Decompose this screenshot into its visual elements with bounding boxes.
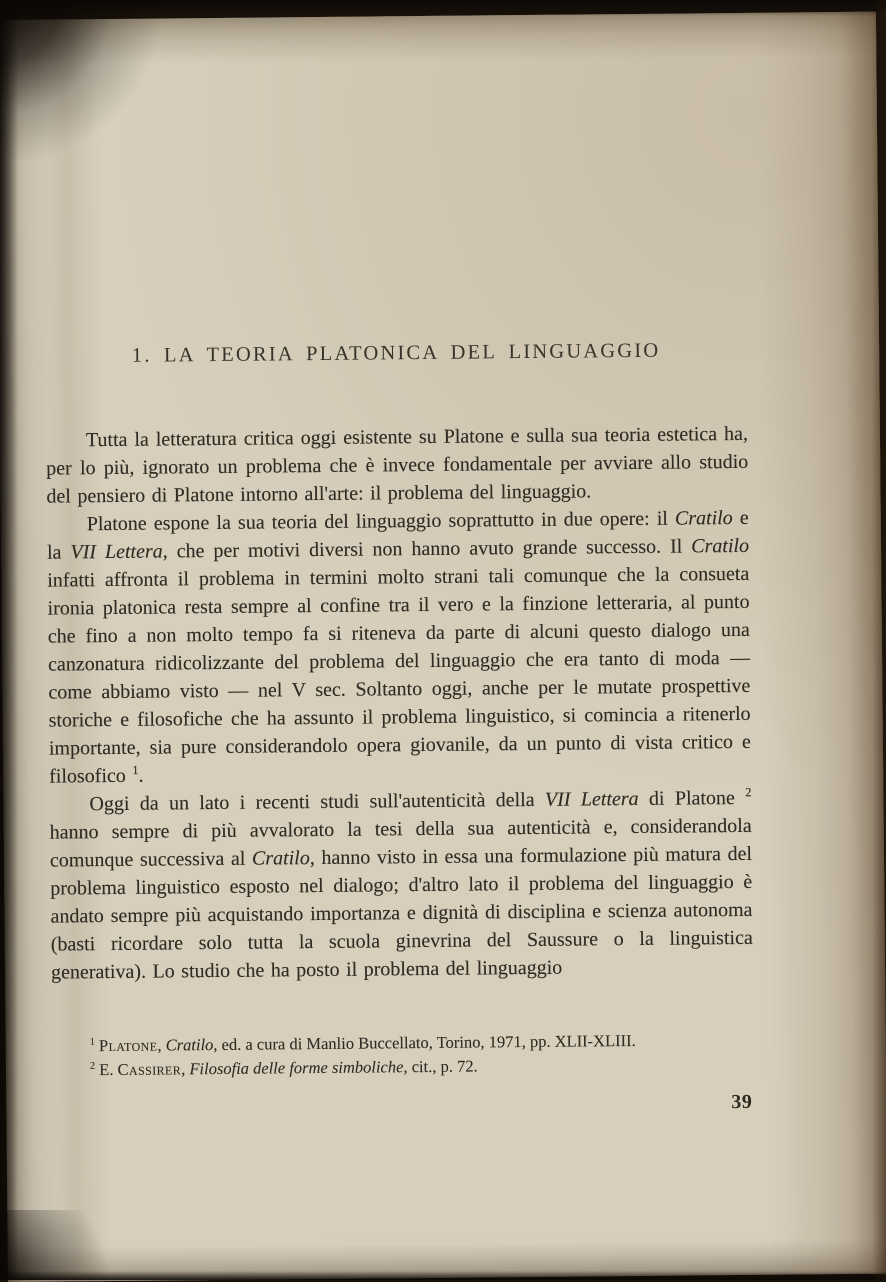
footnotes: [52, 1028, 754, 1082]
text-column: [42, 13, 755, 1121]
paragraph: Oggi da un lato i recenti studi sull'autenticità della VII Lettera di Platone $^2$ hanno sempre di più avvalorato la tesi della sua autenticità e, considerandola comunque successiva al Cratilo, hanno visto in essa una formulazione più matura del problema linguistico esposto nel dialogo; d'altro lato il problema del linguaggio è andato sempre più acquistando importanza e dignità di disciplina e scienza autonoma (basti ricordare solo tutta la scuola ginevrina del Saussure o la linguistica generativa). Lo studio che ha posto il problema del linguaggio: [49, 785, 753, 984]
paragraph: Tutta la letteratura critica oggi esistente su Platone e sulla sua teoria estetica ha, per lo più, ignorato un problema che è invece fondamentale per avviare allo studio del pensiero di Platone intorno all'arte: il problema del linguaggio.: [46, 422, 749, 508]
chapter-heading: 1. LA TEORIA PLATONICA DEL LINGUAGGIO: [131, 339, 661, 367]
paragraph: Platone espone la sua teoria del linguaggio soprattutto in due opere: il Cratilo e la VII Lettera, che per motivi diversi non hanno avuto grande successo. Il Cratilo infatti affronta il problema in termini molto strani tali comunque che la consueta ironia platonica resta sempre al confine tra il vero e la finzione letteraria, al punto che fino a non molto tempo fa si riteneva da parte di alcuni questo dialogo una canzonatura ridicolizzante del problema del linguaggio che era tanto di moda — come abbiamo visto — nel V sec. Soltanto oggi, anche per le mutate prospettive storiche e filosofiche che ha assunto il problema linguistico, si comincia a ritenerlo importante, sia pure considerandolo opera giovanile, da un punto di vista critico e filosofico $^1$.: [46, 506, 751, 788]
body-text: [46, 420, 753, 987]
page-number: 39: [731, 1090, 753, 1114]
footnote: $^1$ Platone, Cratilo, ed. a cura di Manlio Buccellato, Torino, 1971, pp. XLII-XLIII.: [89, 1030, 636, 1056]
book-page: [0, 12, 886, 1282]
footnote: $^2$ E. Cassirer, Filosofia delle forme simboliche, cit., p. 72.: [89, 1056, 478, 1079]
